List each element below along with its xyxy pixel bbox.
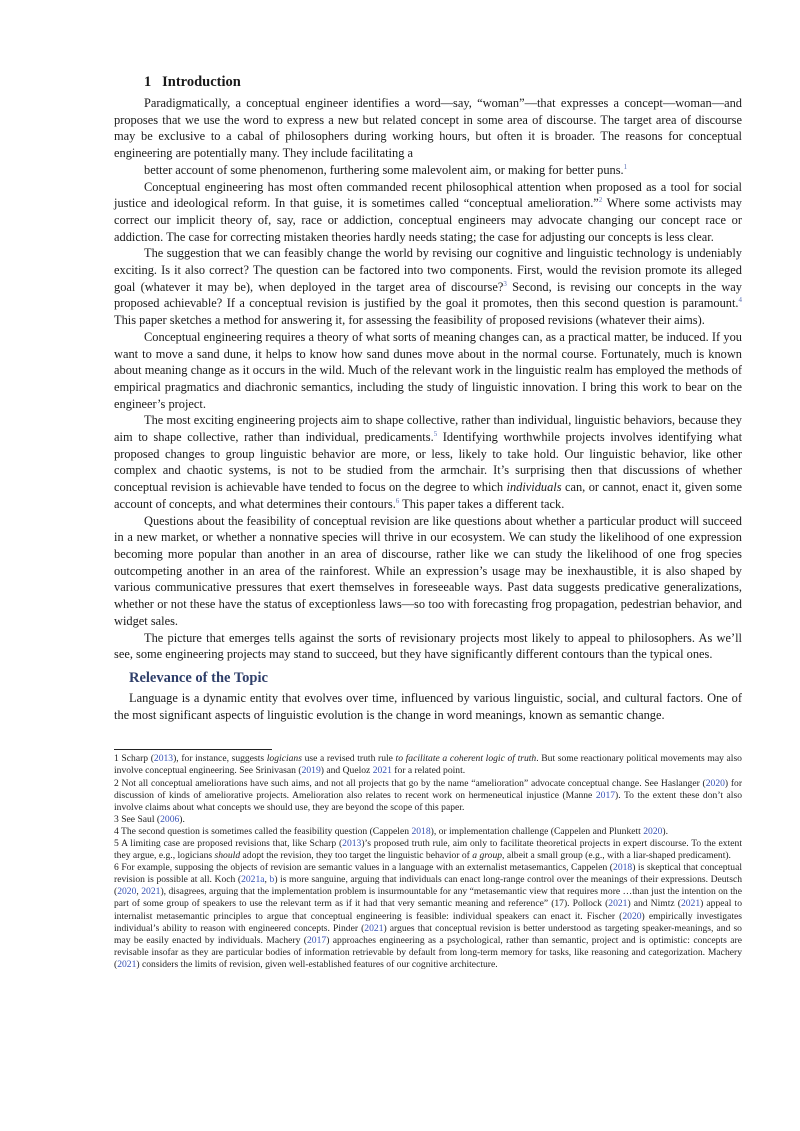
paragraph-2: Conceptual engineering has most often commanded recent philosophical attention when proposed as a tool for social justice and ideological reform. In that guise, it is sometimes called “conceptual amelioration.”$^2$ Where some activists may correct our implicit theory of, say, race or addiction, conceptual engineers may advocate changing our concept race or addiction. The case for correcting mistaken theories hardly needs stating; the case for adjusting our concepts is less clear. [114, 179, 742, 244]
citation-link[interactable]: 2021 [141, 886, 161, 898]
relevance-paragraph: Language is a dynamic entity that evolves over time, influenced by various linguistic, social, and cultural factors. One of the most significant aspects of linguistic evolution is the change in word meanings, known as semantic change. [114, 690, 742, 722]
footnote-mark[interactable]: 3 [503, 279, 507, 288]
subheading: Relevance of the Topic [129, 669, 268, 686]
footnote-mark[interactable]: 5 [433, 429, 438, 438]
citation-link[interactable]: 2021 [117, 958, 137, 970]
citation-link[interactable]: 2017 [307, 934, 327, 946]
footnote-1: 1 Scharp (2013), for instance, suggests logicians use a revised truth rule to facilitate a coherent logic of truth. But some reactionary political movements may also involve conceptual engineering. See Srinivasan (2019) and Queloz 2021 for a related point. [114, 753, 742, 777]
citation-link[interactable]: 2020 [117, 886, 137, 898]
citation-link[interactable]: 2021 [680, 898, 701, 910]
footnote-2: 2 Not all conceptual ameliorations have such aims, and not all projects that go by the name “amelioration” advocate conceptual change. See Haslanger (2020) for discussion of kinds of ameliorative projects. Amelioration also relates to recent work on hermeneutical injustice (Manne 2017). To the extent these don’t also involve claims about what concepts we should use, they are beyond the scope of this paper. [114, 777, 743, 813]
paragraph-3: The suggestion that we can feasibly change the world by revising our cognitive and linguistic technology is undeniably exciting. Is it also correct? The question can be factored into two components. First, would the revision promote its alleged goal (whatever it may be), when deployed in the target area of discourse?$^3$ Second, is revising our concepts in the way proposed achievable? If a conceptual revision is justified by the goal it promotes, then this second question is paramount.$^4$ This paper sketches a method for answering it, for assessing the feasibility of proposed revisions (whatever their aims). [114, 246, 742, 328]
footnote-rule [114, 749, 272, 750]
footnote-mark[interactable]: 4 [738, 296, 742, 305]
paragraph-4: Conceptual engineering requires a theory of what sorts of meaning changes can, as a practical matter, be induced. If you want to move a sand dune, it helps to know how sand dunes move about in the normal course. Fortunately, much is known about meaning change as it occurs in the wild. Much of the relevant work in the linguistic realm has employed the methods of empirical pragmatics and diachronic semantics, including the study of linguistic innovation. I bring this work to bear on the engineer’s project. [114, 329, 742, 411]
paragraph-6: Questions about the feasibility of conceptual revision are like questions about whether a particular product will succeed in a new market, or whether a nonnative species will thrive in our ecosystem. We can study the likelihood of one expression becoming more popular than another in an area of discourse, rather like we can study the likelihood of one frog species outcompeting another in an area of the rainforest. While an expression’s usage may be inexhaustible, it is also shaped by various communicative pressures that exert themselves in foreseeable ways. Past data suggests predicative generalizations, whether or not these have the status of exceptionless laws—so too with forecasting frog propagation, pedestrian behavior, and widget sales. [114, 513, 742, 628]
footnote-5: 5 A limiting case are proposed revisions that, like Scharp (2013)’s proposed truth rule, aim only to facilitate theoretical projects in expert discourse. To the extent they argue, e.g., logicians should adopt the revision, they too target the linguistic behavior of a group, albeit a small group (e.g., with a liar-shaped predicament). [114, 837, 742, 862]
citation-link[interactable]: 2020 [705, 777, 725, 789]
section-number: 1 [144, 74, 152, 90]
footnote-mark[interactable]: 2 [598, 196, 603, 205]
paragraph-7: The picture that emerges tells against the sorts of revisionary projects most likely to appeal to philosophers. As we’ll see, some engineering projects may stand to succeed, but they have significantly different contours than the typical ones. [114, 630, 742, 662]
section-heading [144, 74, 742, 91]
citation-link[interactable]: 2020 [643, 825, 663, 837]
citation-link[interactable]: 2021 [372, 765, 392, 777]
paragraph-5: The most exciting engineering projects aim to shape collective, rather than individual, linguistic behaviors, because they aim to shape collective, rather than individual, predicaments.$^5$ Identifying worthwhile projects involves identifying what proposed changes to group linguistic behavior are more, or less, likely to take hold. Our linguistic behavior, like other complex and chaotic systems, is not to be studied from the armchair. It’s surprising then that discussions of whether conceptual revision is achievable have tended to focus on the degree to which individuals can, or cannot, enact it, given some account of concepts, and what determines their contours.$^6$ This paper takes a different tack. [114, 413, 743, 511]
citation-link[interactable]: b [269, 874, 275, 886]
citation-link[interactable]: 2018 [613, 862, 633, 874]
paragraph-1: Paradigmatically, a conceptual engineer identifies a word—say, “woman”—that expresses a concept—woman—and proposes that we use the word to express a new but related concept in some area of discourse. The target area of discourse may be exclusive to a cabal of philosophers during working hours, but often it is broader. The reasons for conceptual engineering are potentially many. They include facilitating a [114, 96, 742, 161]
section-title: Introduction [162, 74, 241, 90]
citation-link[interactable]: 2013 [342, 837, 362, 849]
paper-page [114, 74, 742, 971]
citation-link[interactable]: 2013 [153, 753, 174, 765]
footnote-mark[interactable]: 6 [395, 496, 400, 505]
citation-link[interactable]: 2020 [622, 910, 642, 922]
citation-link[interactable]: 2018 [411, 825, 431, 837]
footnote-6: 6 For example, supposing the objects of revision are semantic values in a language with an externalist metasemantics, Cappelen (2018) is skeptical that conceptual revision is possible at all. Koch (2021a, b) is more sanguine, arguing that individuals can enact long-range control over the meanings of their expressions. Deutsch (2020, 2021), disagrees, arguing that the implementation problem is insurmountable for any “metasemantic view that requires more …than just the intention on the part of some group of speakers to use the relevant term as if it had that very semantic meaning and reference” (17). Pollock (2021) and Nimtz (2021) appeal to internalist metasemantic principles to argue that conceptual engineering is feasible: individual speakers can enact it. Fischer (2020) empirically investigates individual’s ability to reason with engineered concepts. Pinder (2021) argues that conceptual revision is better understood as targeting speaker-meanings, and so may be easily enacted by individuals. Machery (2017) approaches engineering as a psychological, rather than semantic, project and is optimistic: concepts are revisable insofar as they are particular bodies of information retrievable by default from long-term memory for tasks, like reasoning and categorization. Machery (2021) considers the limits of revision, given well-established features of our cognitive architecture. [114, 862, 743, 970]
footnote-4: 4 The second question is sometimes called the feasibility question (Cappelen 2018), or implementation challenge (Cappelen and Plunkett 2020). [114, 825, 669, 837]
footnote-3: 3 See Saul (2006). [114, 813, 185, 825]
citation-link[interactable]: 2019 [301, 765, 321, 777]
citation-link[interactable]: 2017 [595, 789, 616, 801]
citation-link[interactable]: 2021 [608, 898, 628, 910]
citation-link[interactable]: 2021 [364, 922, 384, 934]
footnote-mark[interactable]: 1 [623, 162, 628, 171]
citation-link[interactable]: 2006 [160, 813, 180, 825]
paragraph-1-cont: better account of some phenomenon, furthering some malevolent aim, or making for better puns.$^1$ [144, 162, 628, 177]
citation-link[interactable]: 2021a [241, 874, 265, 886]
